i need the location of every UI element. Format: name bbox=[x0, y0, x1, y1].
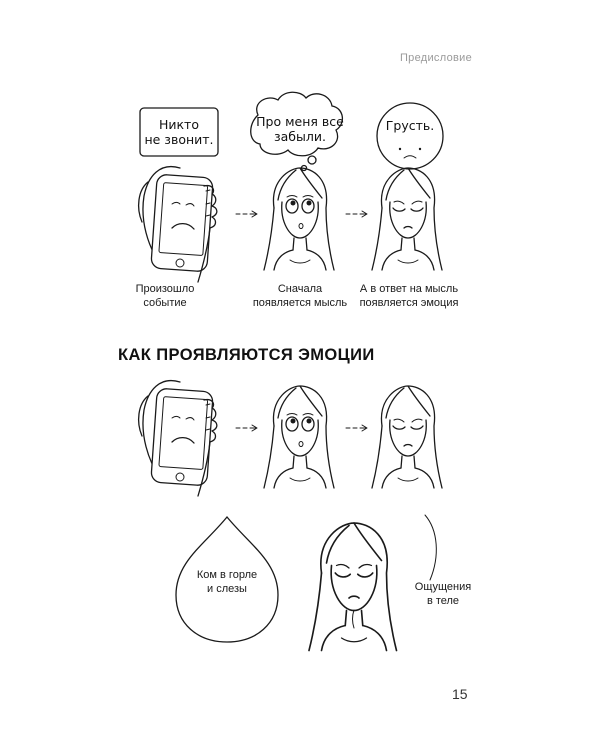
emotion-text: Грусть. bbox=[385, 118, 435, 133]
girl-sad-icon bbox=[372, 386, 442, 488]
arrow-icon bbox=[236, 211, 257, 217]
girl-sad-icon bbox=[372, 168, 442, 270]
arrow-icon bbox=[236, 425, 257, 431]
girl-thinking-icon bbox=[264, 386, 334, 488]
arrow-icon bbox=[346, 425, 367, 431]
caption-emotion: А в ответ на мысль появляется эмоция bbox=[359, 283, 459, 309]
phone-hand-icon bbox=[139, 167, 217, 282]
caption-thought: Сначала появляется мысль bbox=[252, 283, 348, 309]
phone-hand-icon bbox=[139, 381, 217, 496]
running-header: Предисловие bbox=[399, 52, 472, 64]
girl-thinking-icon bbox=[264, 168, 334, 270]
note-text: Никто не звонит. bbox=[144, 117, 214, 147]
thought-text: Про меня все забыли. bbox=[256, 114, 344, 144]
emotion-circle bbox=[377, 103, 443, 169]
section-title: КАК ПРОЯВЛЯЮТСЯ ЭМОЦИИ bbox=[118, 346, 375, 364]
sensation-line bbox=[425, 515, 436, 580]
sensations-text: Ощущения в теле bbox=[414, 581, 472, 607]
page-number: 15 bbox=[452, 686, 468, 702]
drop-text: Ком в горле и слезы bbox=[196, 569, 258, 595]
caption-event: Произошло событие bbox=[135, 283, 195, 309]
arrow-icon bbox=[346, 211, 367, 217]
girl-sad-icon bbox=[309, 523, 397, 651]
